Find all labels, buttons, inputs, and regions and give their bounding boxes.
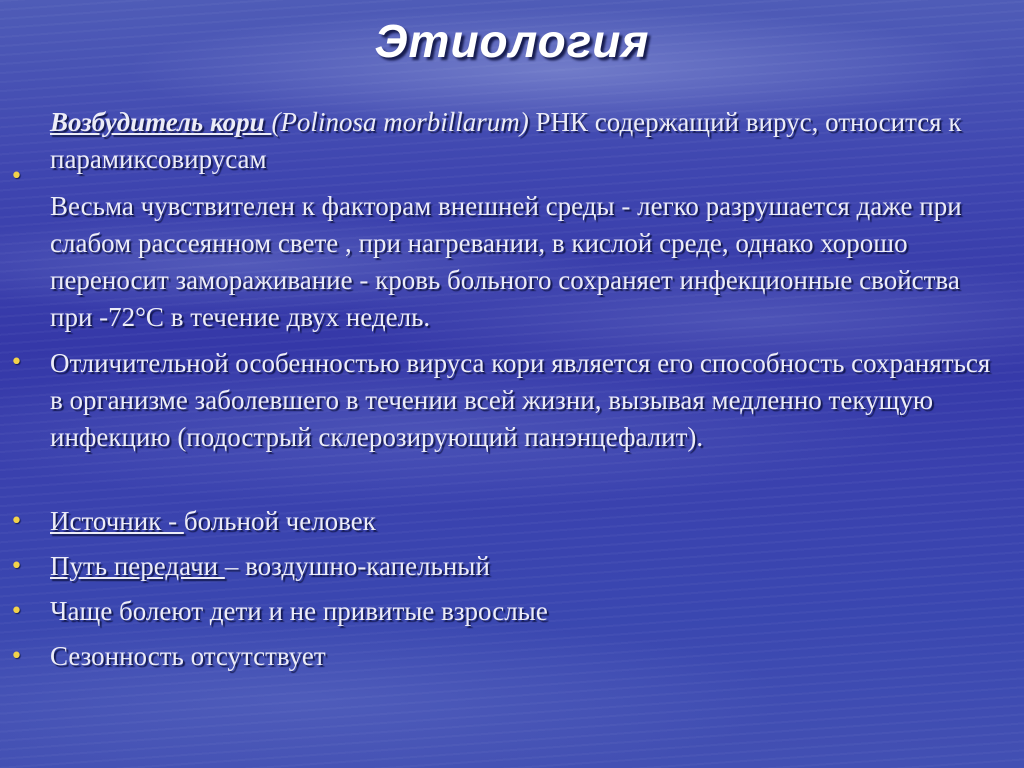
bullet-marker: • xyxy=(10,644,23,669)
slide-title: Этиология xyxy=(374,15,650,67)
bullet-item-sensitivity: Весьма чувствителен к факторам внешней среды - легко разрушается даже при слабом рассеянном свете , при нагревании, в кислой среде, однако хорошо переносит замораживание - кровь больного сохраняет инфекционные свойства при -72°С в течение двух недель. xyxy=(50,191,962,332)
bullet-marker: • xyxy=(10,509,23,534)
bullet-marker: • xyxy=(10,554,23,579)
bullet-item-source xyxy=(50,503,1000,540)
source-label: Источник - xyxy=(50,506,184,536)
bullet-item-transmission xyxy=(50,548,1000,585)
bullet-marker: • xyxy=(10,350,23,375)
bullet-marker: • xyxy=(10,164,23,189)
bullet-item-seasonality: Сезонность отсутствует xyxy=(50,641,326,671)
bullet-item-persistence: Отличительной особенностью вируса кори является его способность сохраняться в организме заболевшего в течении всей жизни, вызывая медленно текущую инфекцию (подострый склерозирующий панэнцефалит). xyxy=(50,348,991,452)
intro-paragraph xyxy=(50,104,1000,178)
transmission-value: – воздушно-капельный xyxy=(224,551,490,581)
source-value: больной человек xyxy=(183,506,376,536)
bullet-marker: • xyxy=(10,599,23,624)
bullet-item-risk-group: Чаще болеют дети и не привитые взрослые xyxy=(50,596,548,626)
transmission-label: Путь передачи xyxy=(50,551,225,581)
intro-rest: РНК содержащий вирус, относится к парамиксовирусам xyxy=(50,107,962,174)
intro-term: Возбудитель кори xyxy=(50,107,272,137)
intro-latin: (Polinosa morbillarum) xyxy=(271,107,529,137)
